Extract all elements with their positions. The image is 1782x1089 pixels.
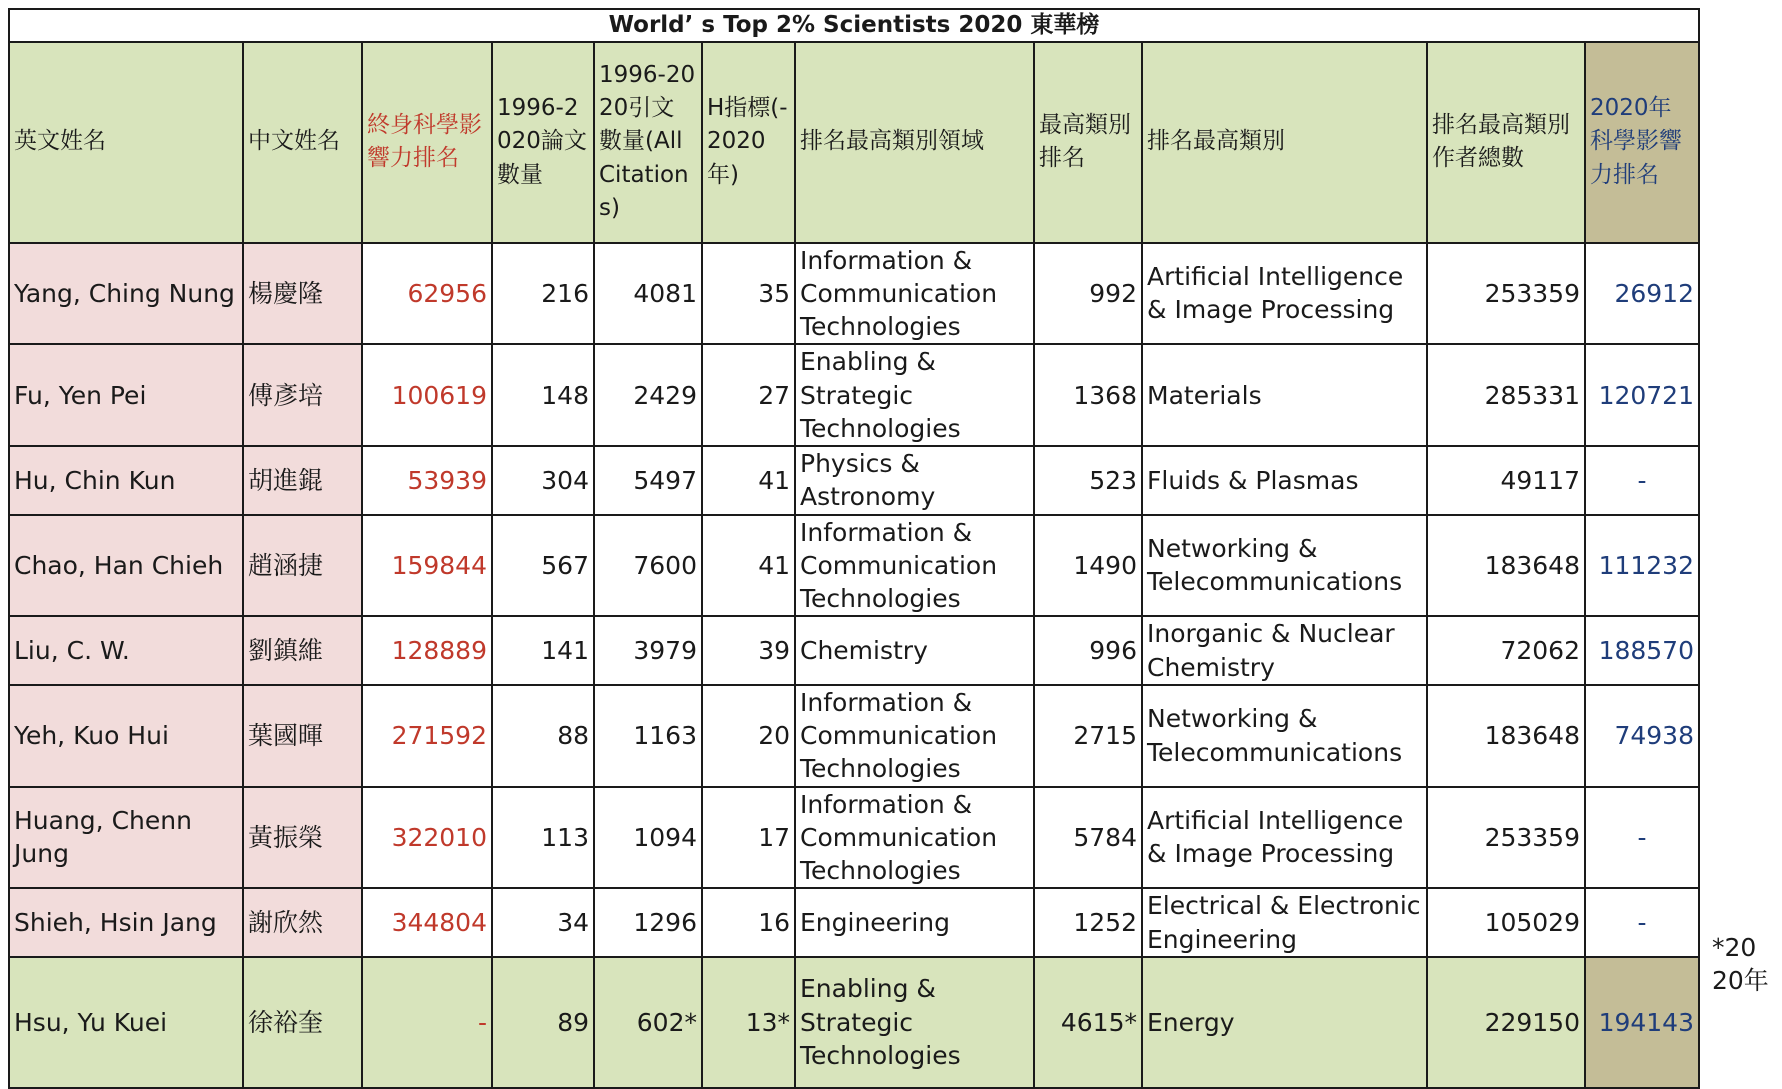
cell-h-index: 27 bbox=[702, 344, 795, 446]
header-english-name: 英文姓名 bbox=[9, 42, 243, 243]
cell-top-rank: 1490 bbox=[1034, 515, 1142, 617]
cell-english-name: Chao, Han Chieh bbox=[9, 515, 243, 617]
cell-papers: 89 bbox=[492, 957, 594, 1088]
cell-top-category: Networking & Telecommunications bbox=[1142, 685, 1427, 787]
cell-top-field: Engineering bbox=[795, 888, 1034, 957]
cell-career-rank: 53939 bbox=[362, 446, 492, 515]
cell-papers: 141 bbox=[492, 616, 594, 685]
cell-category-authors: 253359 bbox=[1427, 787, 1585, 889]
cell-career-rank: 271592 bbox=[362, 685, 492, 787]
cell-career-rank: 159844 bbox=[362, 515, 492, 617]
cell-h-index: 41 bbox=[702, 515, 795, 617]
cell-top-category: Materials bbox=[1142, 344, 1427, 446]
cell-english-name: Hsu, Yu Kuei bbox=[9, 957, 243, 1088]
cell-citations: 1296 bbox=[594, 888, 702, 957]
cell-career-rank: 344804 bbox=[362, 888, 492, 957]
cell-rank-2020: 120721 bbox=[1585, 344, 1699, 446]
cell-top-field: Information & Communication Technologies bbox=[795, 515, 1034, 617]
cell-top-field: Chemistry bbox=[795, 616, 1034, 685]
cell-chinese-name: 傅彥培 bbox=[243, 344, 362, 446]
cell-category-authors: 183648 bbox=[1427, 685, 1585, 787]
cell-h-index: 13* bbox=[702, 957, 795, 1088]
footnote-text: *2020年 bbox=[1712, 933, 1769, 995]
cell-category-authors: 229150 bbox=[1427, 957, 1585, 1088]
cell-chinese-name: 徐裕奎 bbox=[243, 957, 362, 1088]
cell-career-rank: - bbox=[362, 957, 492, 1088]
table-title: World’ s Top 2% Scientists 2020 東華榜 bbox=[9, 9, 1699, 42]
cell-rank-2020: 188570 bbox=[1585, 616, 1699, 685]
cell-citations: 602* bbox=[594, 957, 702, 1088]
cell-chinese-name: 趙涵捷 bbox=[243, 515, 362, 617]
table-row bbox=[9, 446, 1699, 515]
cell-h-index: 16 bbox=[702, 888, 795, 957]
table-row bbox=[9, 957, 1699, 1088]
cell-career-rank: 322010 bbox=[362, 787, 492, 889]
header-top-field: 排名最高類別領域 bbox=[795, 42, 1034, 243]
table-row bbox=[9, 243, 1699, 345]
cell-top-category: Electrical & Electronic Engineering bbox=[1142, 888, 1427, 957]
cell-rank-2020: 194143 bbox=[1585, 957, 1699, 1088]
cell-rank-2020: 74938 bbox=[1585, 685, 1699, 787]
cell-citations: 7600 bbox=[594, 515, 702, 617]
header-top-category: 排名最高類別 bbox=[1142, 42, 1427, 243]
cell-top-category: Inorganic & Nuclear Chemistry bbox=[1142, 616, 1427, 685]
cell-citations: 1094 bbox=[594, 787, 702, 889]
cell-top-rank: 1252 bbox=[1034, 888, 1142, 957]
cell-career-rank: 62956 bbox=[362, 243, 492, 345]
cell-top-rank: 2715 bbox=[1034, 685, 1142, 787]
cell-citations: 4081 bbox=[594, 243, 702, 345]
cell-citations: 1163 bbox=[594, 685, 702, 787]
cell-papers: 216 bbox=[492, 243, 594, 345]
cell-top-category: Artificial Intelligence & Image Processing bbox=[1142, 787, 1427, 889]
cell-chinese-name: 黃振榮 bbox=[243, 787, 362, 889]
cell-top-rank: 4615* bbox=[1034, 957, 1142, 1088]
cell-career-rank: 100619 bbox=[362, 344, 492, 446]
cell-top-field: Physics & Astronomy bbox=[795, 446, 1034, 515]
footnote bbox=[1712, 932, 1772, 997]
cell-rank-2020: 111232 bbox=[1585, 515, 1699, 617]
cell-h-index: 35 bbox=[702, 243, 795, 345]
cell-papers: 567 bbox=[492, 515, 594, 617]
cell-papers: 113 bbox=[492, 787, 594, 889]
cell-rank-2020: - bbox=[1585, 888, 1699, 957]
cell-top-category: Fluids & Plasmas bbox=[1142, 446, 1427, 515]
header-rank-2020: 2020年科學影響力排名 bbox=[1585, 42, 1699, 243]
table-row bbox=[9, 888, 1699, 957]
cell-english-name: Yeh, Kuo Hui bbox=[9, 685, 243, 787]
header-career-rank: 終身科學影響力排名 bbox=[362, 42, 492, 243]
cell-top-field: Information & Communication Technologies bbox=[795, 243, 1034, 345]
cell-citations: 5497 bbox=[594, 446, 702, 515]
cell-h-index: 17 bbox=[702, 787, 795, 889]
header-chinese-name: 中文姓名 bbox=[243, 42, 362, 243]
cell-career-rank: 128889 bbox=[362, 616, 492, 685]
cell-category-authors: 285331 bbox=[1427, 344, 1585, 446]
cell-citations: 3979 bbox=[594, 616, 702, 685]
cell-rank-2020: - bbox=[1585, 446, 1699, 515]
cell-category-authors: 183648 bbox=[1427, 515, 1585, 617]
scientists-table bbox=[8, 8, 1700, 1089]
cell-top-category: Networking & Telecommunications bbox=[1142, 515, 1427, 617]
cell-category-authors: 253359 bbox=[1427, 243, 1585, 345]
cell-top-rank: 996 bbox=[1034, 616, 1142, 685]
cell-english-name: Fu, Yen Pei bbox=[9, 344, 243, 446]
header-top-rank: 最高類別排名 bbox=[1034, 42, 1142, 243]
table-row bbox=[9, 787, 1699, 889]
table-row bbox=[9, 515, 1699, 617]
cell-papers: 304 bbox=[492, 446, 594, 515]
cell-papers: 148 bbox=[492, 344, 594, 446]
cell-papers: 88 bbox=[492, 685, 594, 787]
cell-h-index: 41 bbox=[702, 446, 795, 515]
cell-top-rank: 992 bbox=[1034, 243, 1142, 345]
cell-top-category: Artificial Intelligence & Image Processing bbox=[1142, 243, 1427, 345]
cell-h-index: 20 bbox=[702, 685, 795, 787]
cell-rank-2020: 26912 bbox=[1585, 243, 1699, 345]
cell-category-authors: 49117 bbox=[1427, 446, 1585, 515]
cell-top-category: Energy bbox=[1142, 957, 1427, 1088]
header-h-index: H指標(-2020年) bbox=[702, 42, 795, 243]
header-category-authors: 排名最高類別作者總數 bbox=[1427, 42, 1585, 243]
cell-chinese-name: 楊慶隆 bbox=[243, 243, 362, 345]
cell-category-authors: 72062 bbox=[1427, 616, 1585, 685]
cell-english-name: Huang, Chenn Jung bbox=[9, 787, 243, 889]
cell-rank-2020: - bbox=[1585, 787, 1699, 889]
cell-chinese-name: 謝欣然 bbox=[243, 888, 362, 957]
table-row bbox=[9, 344, 1699, 446]
table-row bbox=[9, 616, 1699, 685]
cell-top-field: Enabling & Strategic Technologies bbox=[795, 344, 1034, 446]
cell-top-field: Information & Communication Technologies bbox=[795, 685, 1034, 787]
header-papers: 1996-2020論文數量 bbox=[492, 42, 594, 243]
cell-top-rank: 1368 bbox=[1034, 344, 1142, 446]
cell-english-name: Shieh, Hsin Jang bbox=[9, 888, 243, 957]
cell-english-name: Liu, C. W. bbox=[9, 616, 243, 685]
cell-chinese-name: 胡進錕 bbox=[243, 446, 362, 515]
cell-h-index: 39 bbox=[702, 616, 795, 685]
header-citations: 1996-2020引文數量(All Citations) bbox=[594, 42, 702, 243]
cell-top-field: Enabling & Strategic Technologies bbox=[795, 957, 1034, 1088]
cell-top-rank: 5784 bbox=[1034, 787, 1142, 889]
cell-category-authors: 105029 bbox=[1427, 888, 1585, 957]
cell-english-name: Yang, Ching Nung bbox=[9, 243, 243, 345]
table-row bbox=[9, 685, 1699, 787]
header-row bbox=[9, 42, 1699, 243]
cell-english-name: Hu, Chin Kun bbox=[9, 446, 243, 515]
cell-top-rank: 523 bbox=[1034, 446, 1142, 515]
cell-chinese-name: 劉鎮維 bbox=[243, 616, 362, 685]
cell-citations: 2429 bbox=[594, 344, 702, 446]
cell-papers: 34 bbox=[492, 888, 594, 957]
cell-top-field: Information & Communication Technologies bbox=[795, 787, 1034, 889]
cell-chinese-name: 葉國暉 bbox=[243, 685, 362, 787]
